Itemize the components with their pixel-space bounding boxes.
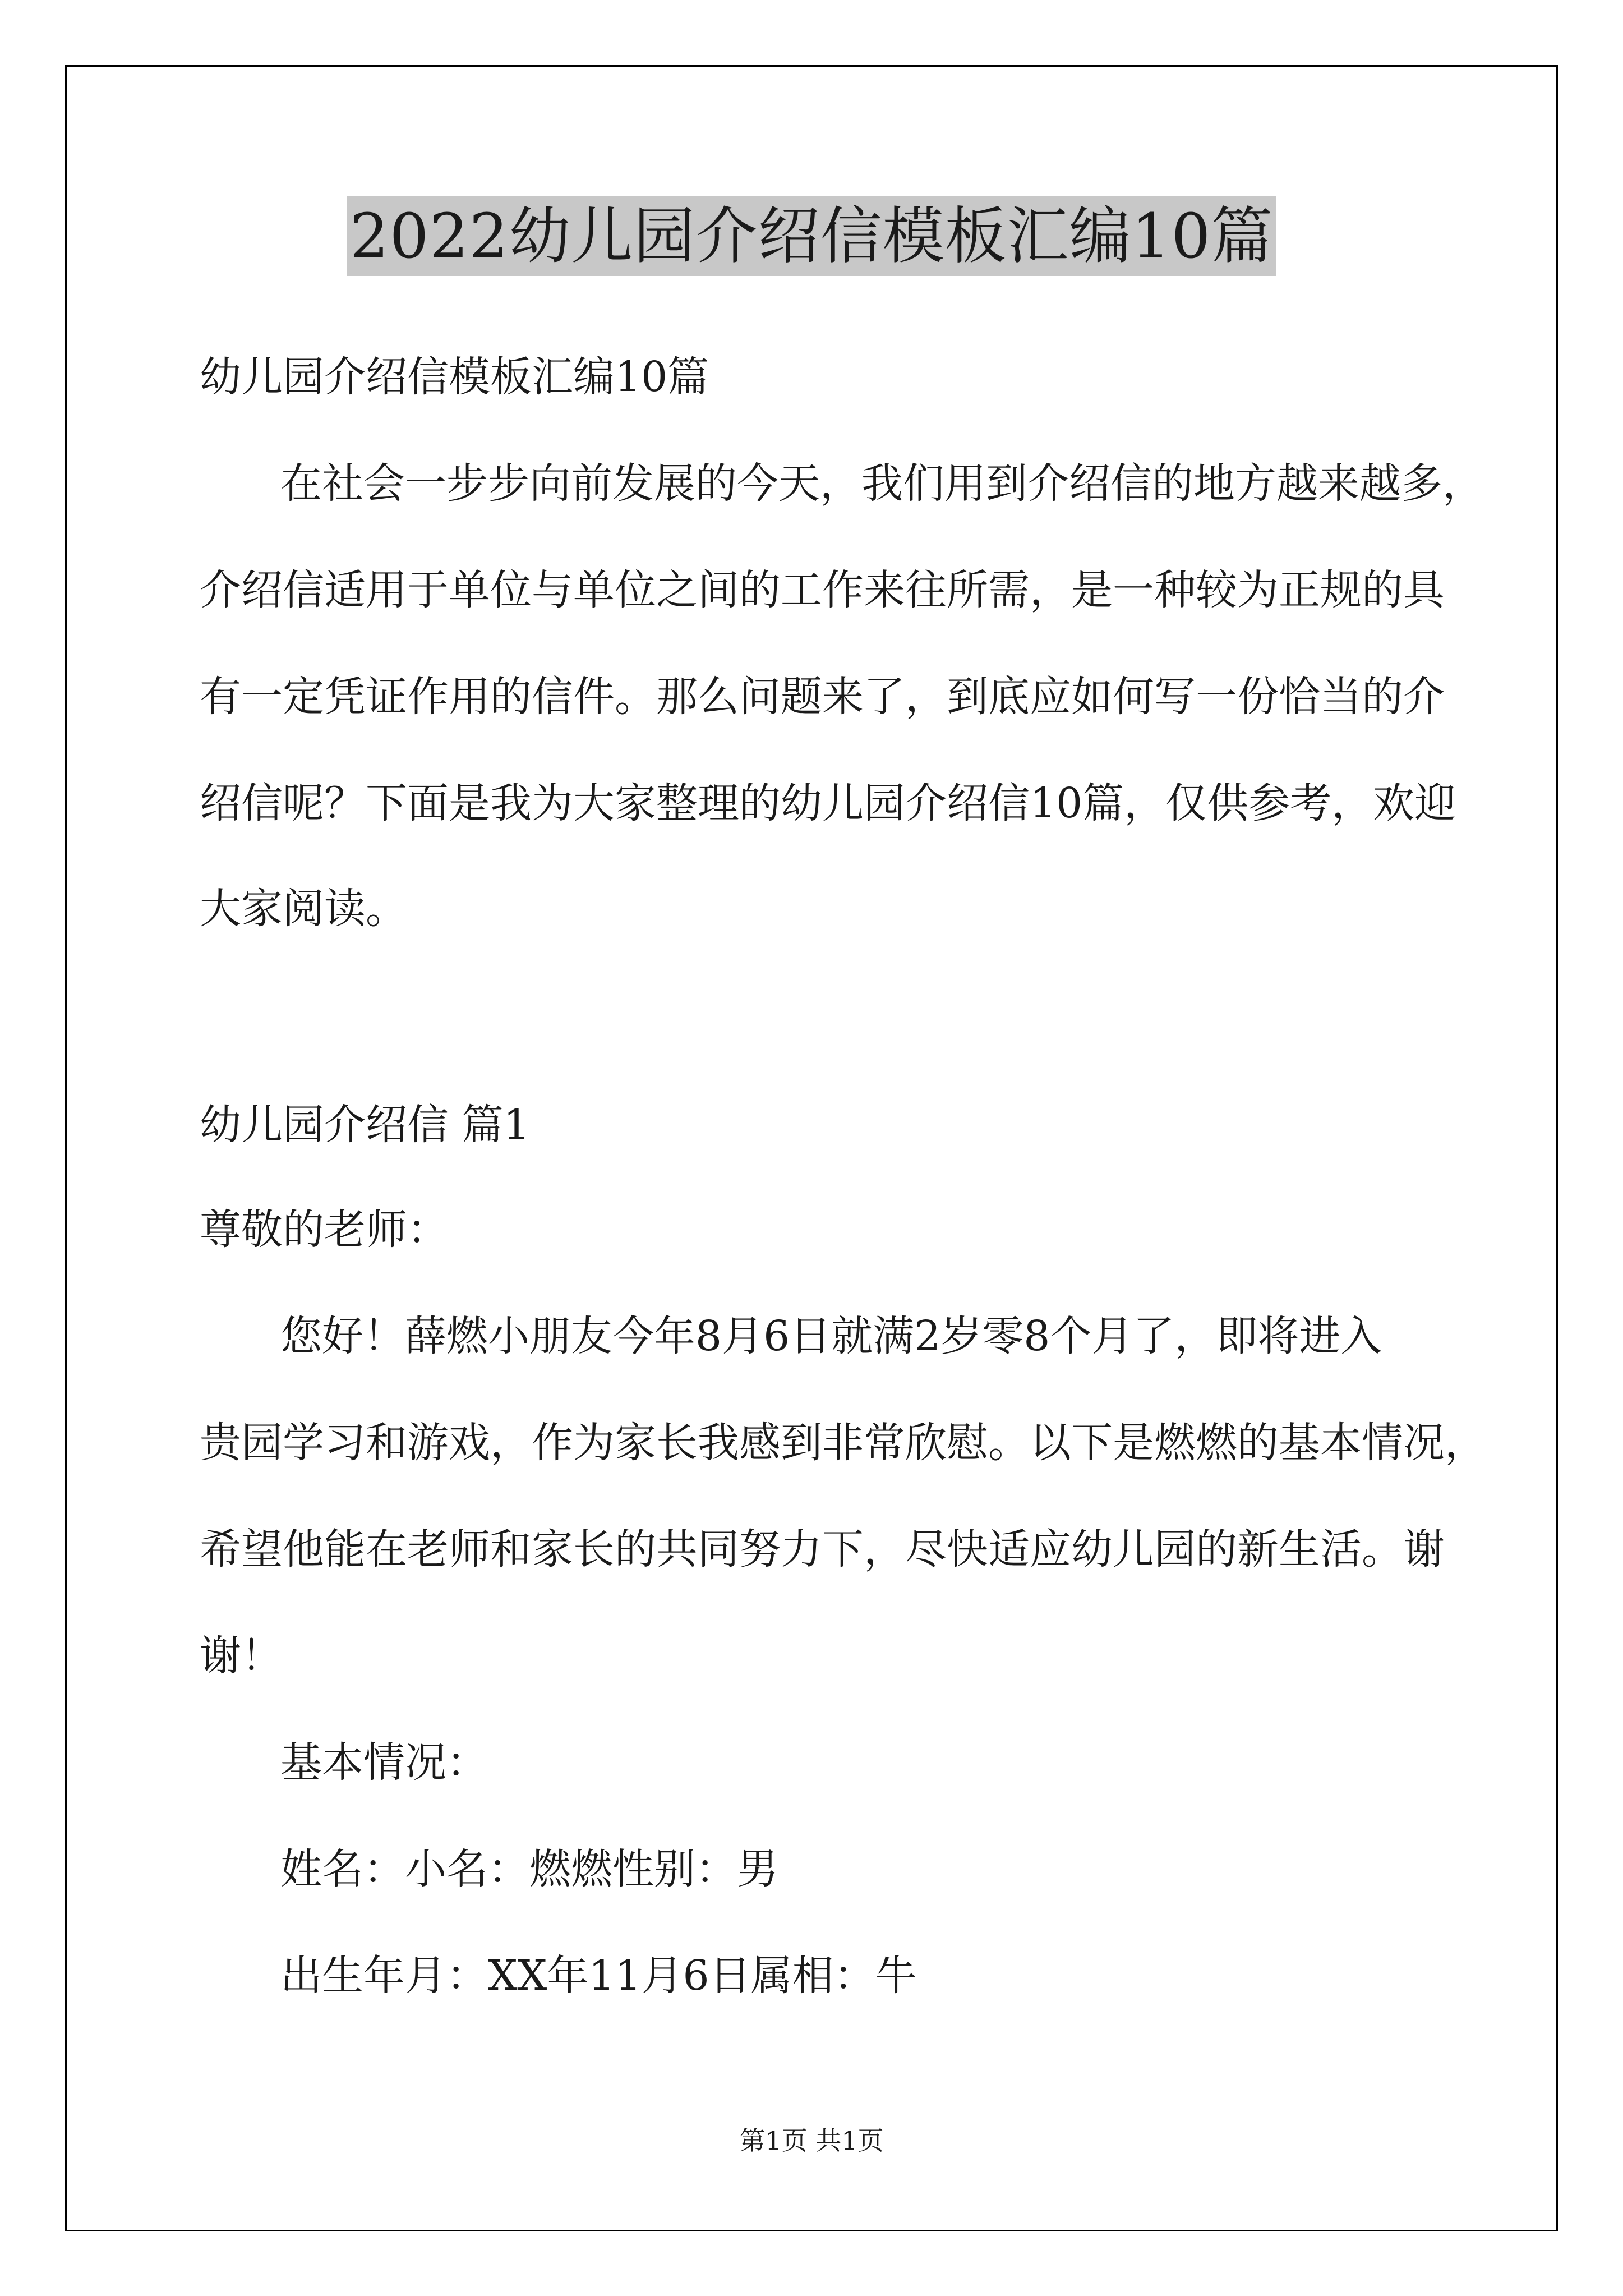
document-title-text: 2022幼儿园介绍信模板汇编10篇 <box>347 196 1277 276</box>
body-line-3: 希望他能在老师和家长的共同努力下，尽快适应幼儿园的新生活。谢 <box>200 1525 1445 1573</box>
body-line-2: 贵园学习和游戏，作为家长我感到非常欣慰。以下是燃燃的基本情况， <box>200 1419 1486 1467</box>
intro-line-5: 大家阅读。 <box>200 885 407 933</box>
intro-line-3: 有一定凭证作用的信件。那么问题来了，到底应如何写一份恰当的介 <box>200 673 1445 721</box>
document-subtitle: 幼儿园介绍信模板汇编10篇 <box>200 353 709 401</box>
info-line-birth: 出生年月：XX年11月6日属相：牛 <box>280 1952 917 2000</box>
section-heading: 幼儿园介绍信 篇1 <box>200 1101 530 1149</box>
body-line-4: 谢！ <box>200 1632 283 1680</box>
basic-info-heading: 基本情况： <box>280 1738 488 1787</box>
intro-line-1: 在社会一步步向前发展的今天，我们用到介绍信的地方越来越多， <box>280 459 1484 508</box>
document-title <box>0 196 1623 276</box>
intro-line-2: 介绍信适用于单位与单位之间的工作来往所需，是一种较为正规的具 <box>200 566 1445 614</box>
intro-line-4: 绍信呢？下面是我为大家整理的幼儿园介绍信10篇，仅供参考，欢迎 <box>200 779 1456 827</box>
salutation: 尊敬的老师： <box>200 1205 449 1254</box>
body-line-1: 您好！薛燃小朋友今年8月6日就满2岁零8个月了，即将进入 <box>280 1312 1382 1360</box>
info-line-name: 姓名：小名：燃燃性别：男 <box>280 1845 778 1893</box>
page-number-footer: 第1页 共1页 <box>739 2125 884 2156</box>
